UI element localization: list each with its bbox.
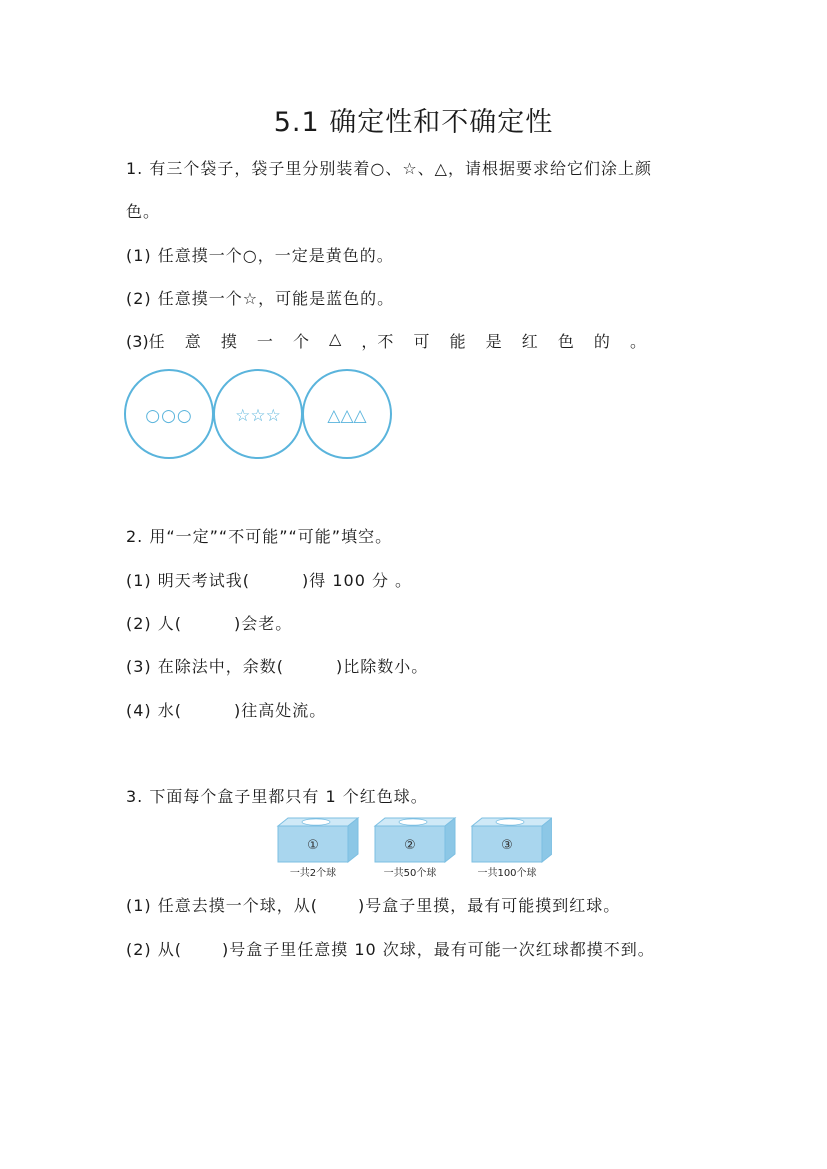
bags-figure: [122, 367, 396, 463]
q1-item-3-char: 红: [521, 332, 538, 351]
q1-item-3-char: 摸: [220, 332, 237, 351]
q1-item-3-char: 能: [449, 332, 466, 351]
box-2-number: ②: [404, 838, 416, 853]
box-2[interactable]: [375, 818, 455, 879]
box-1[interactable]: [278, 818, 358, 879]
bag-triangle[interactable]: [303, 370, 391, 458]
q3-item-1-before: (1) 任意去摸一个球，从(: [126, 896, 318, 915]
q1-item-1: (1) 任意摸一个○，一定是黄色的。: [126, 246, 394, 265]
q1-stem-line1: 1. 有三个袋子，袋子里分别装着○、☆、△，请根据要求给它们涂上颜: [126, 159, 652, 178]
q3-item-2-after: )号盒子里任意摸 10 次球，最有可能一次红球都摸不到。: [222, 940, 655, 959]
q2-item-1-before: (1) 明天考试我(: [126, 571, 250, 590]
q2-stem: 2. 用“一定”“不可能”“可能”填空。: [126, 527, 393, 546]
box-3-caption: 一共100个球: [477, 868, 537, 879]
boxes-figure: [276, 814, 552, 882]
box-2-caption: 一共50个球: [383, 868, 437, 879]
q1-item-3: [126, 329, 646, 352]
q1-item-3-char: 一: [256, 332, 273, 351]
bag-circle[interactable]: [125, 370, 213, 458]
q1-item-3-char: △: [329, 329, 342, 348]
q1-item-3-char: ，不: [361, 332, 394, 351]
box-3-number: ③: [501, 838, 513, 853]
q1-item-3-char: 意: [184, 332, 201, 351]
q1-item-3-char: 色: [557, 332, 574, 351]
q1-item-2: (2) 任意摸一个☆，可能是蓝色的。: [126, 289, 395, 308]
q1-item-3-char: 。: [629, 332, 646, 351]
q3-item-1: [126, 893, 620, 916]
q1-item-3-char: (3)任: [126, 332, 165, 351]
q2-item-1-after: )得 100 分 。: [302, 571, 413, 590]
q2-item-1: [126, 568, 412, 591]
q1-item-3-char: 是: [485, 332, 502, 351]
page-title: 5.1 确定性和不确定性: [273, 107, 554, 138]
box-1-number: ①: [307, 838, 319, 853]
q2-item-2-before: (2) 人(: [126, 614, 182, 633]
circle-symbols: ○○○: [145, 406, 193, 426]
q2-item-2: [126, 611, 292, 634]
q3-item-2-before: (2) 从(: [126, 940, 182, 959]
q3-item-2: [126, 937, 655, 960]
q2-item-4-after: )往高处流。: [234, 701, 327, 720]
q2-item-4-before: (4) 水(: [126, 701, 182, 720]
box-3[interactable]: [472, 818, 552, 879]
star-symbols: ☆☆☆: [235, 406, 281, 426]
q3-item-1-after: )号盒子里摸，最有可能摸到红球。: [358, 896, 621, 915]
q2-item-3-after: )比除数小。: [336, 657, 429, 676]
triangle-symbols: △△△: [327, 406, 367, 426]
box-1-caption: 一共2个球: [289, 868, 337, 879]
q1-item-3-char: 可: [413, 332, 430, 351]
q1-item-3-char: 的: [593, 332, 610, 351]
q1-stem-line2: 色。: [126, 202, 161, 221]
q2-item-3-before: (3) 在除法中，余数(: [126, 657, 284, 676]
q2-item-4: [126, 698, 326, 721]
q1-item-3-char: 个: [292, 332, 309, 351]
bag-star[interactable]: [214, 370, 302, 458]
q2-item-3: [126, 654, 428, 677]
q3-stem: 3. 下面每个盒子里都只有 1 个红色球。: [126, 787, 428, 806]
q2-item-2-after: )会老。: [234, 614, 293, 633]
